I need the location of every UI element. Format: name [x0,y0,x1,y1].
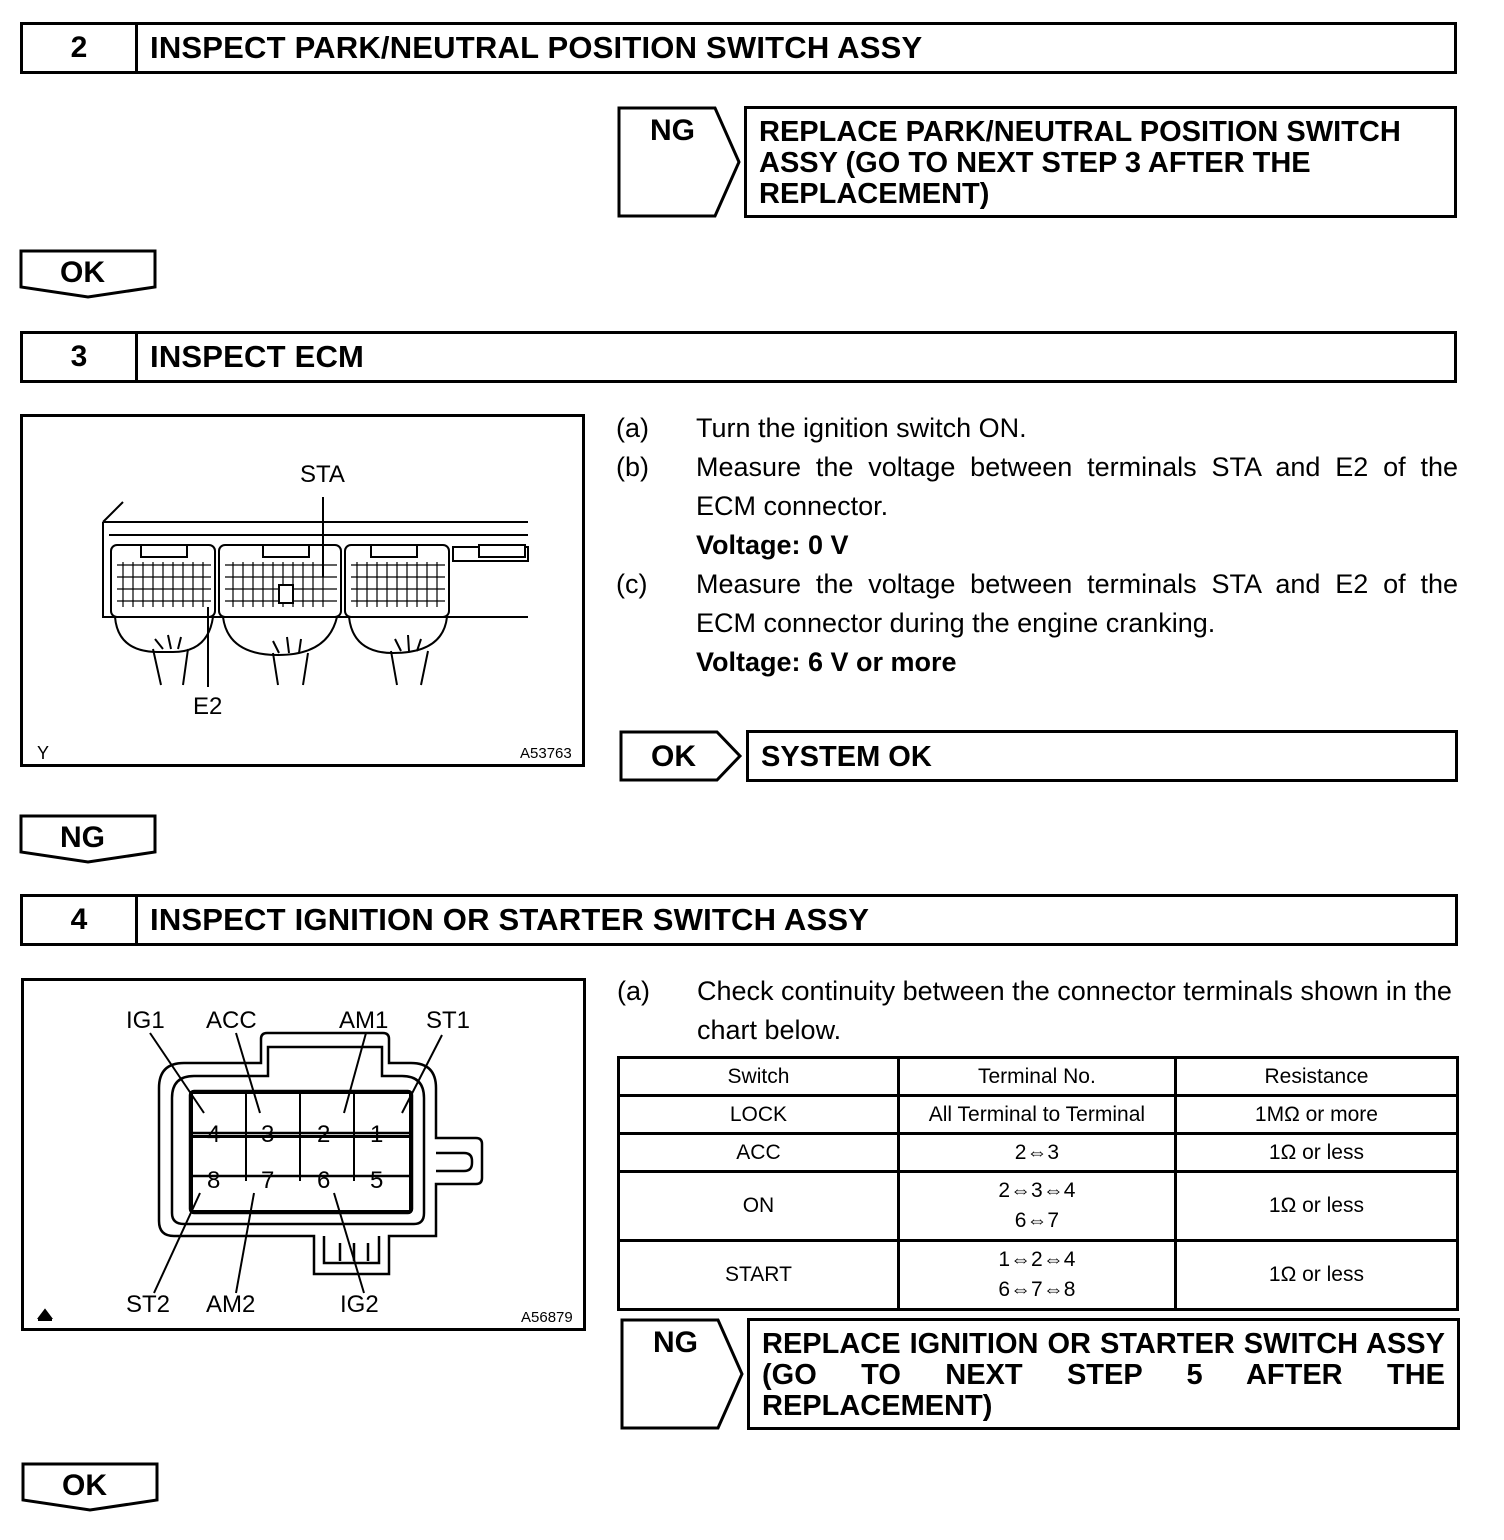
terminal-line: 6⇔7⇔8 [998,1278,1076,1301]
step-title: INSPECT ECM [150,339,365,374]
switch-connector-drawing [24,981,583,1328]
pin-8: 8 [207,1167,221,1194]
label-acc: ACC [206,1007,257,1034]
resistance-cell: 1Ω or less [1175,1241,1457,1310]
figure-code: A56879 [521,1309,573,1326]
ok-label: OK [651,740,696,773]
table-row [619,1096,1458,1134]
terminal-line: 2⇔3⇔4 [998,1179,1076,1202]
ok-label: OK [62,1469,107,1502]
step-4-header [20,894,1458,946]
instruction-label: (b) [616,452,649,482]
ecm-connector-figure [20,414,585,767]
instruction-label: (a) [617,976,650,1006]
pin-6: 6 [317,1167,331,1194]
terminal-line: 6⇔7 [1014,1209,1060,1232]
pin-4: 4 [207,1121,221,1148]
instruction-label: (a) [616,413,649,443]
step-title: INSPECT IGNITION OR STARTER SWITCH ASSY [150,902,870,937]
label-ig1: IG1 [126,1007,165,1034]
pin-3: 3 [261,1121,275,1148]
step-title: INSPECT PARK/NEUTRAL POSITION SWITCH ASSY [150,30,923,65]
connector-front-icon [36,1306,54,1322]
switch-cell: ACC [619,1134,899,1172]
pin-2: 2 [317,1121,331,1148]
instruction-label: (c) [616,569,648,599]
switch-cell: START [619,1241,899,1310]
switch-cell: ON [619,1172,899,1241]
switch-connector-figure [21,978,586,1331]
instruction-c [616,565,1458,682]
label-st2: ST2 [126,1291,171,1318]
ng-label: NG [650,114,695,147]
step-number: 4 [23,897,138,943]
label-ig2: IG2 [340,1291,379,1318]
ok-action-box: SYSTEM OK [746,730,1458,782]
step-4-instructions [617,972,1459,1050]
ng-label: NG [653,1326,698,1359]
instruction-b [616,448,1458,565]
terminal-line: 1⇔2⇔4 [998,1248,1076,1271]
figure-corner-mark: Y [37,743,50,763]
column-header: Switch [619,1058,899,1096]
terminal-cell [898,1241,1175,1310]
label-e2: E2 [193,693,223,720]
step-number: 2 [23,25,138,71]
step-2-header [20,22,1457,74]
ng-label: NG [60,821,105,854]
step-number: 3 [23,334,138,380]
step-3-instructions [616,409,1458,682]
label-sta: STA [300,461,345,488]
table-row [619,1172,1458,1241]
step-3-header [20,331,1457,383]
terminal-cell: 2⇔3 [898,1134,1175,1172]
table-row [619,1134,1458,1172]
label-am2: AM2 [206,1291,256,1318]
label-am1: AM1 [339,1007,389,1034]
instruction-text: Measure the voltage between terminals STA and E2 of the ECM connector. [696,452,1458,521]
figure-code: A53763 [520,745,572,762]
column-header: Terminal No. [898,1058,1175,1096]
label-st1: ST1 [426,1007,471,1034]
resistance-cell: 1Ω or less [1175,1172,1457,1241]
table-header-row [619,1058,1458,1096]
continuity-table [617,1056,1459,1311]
pin-1: 1 [370,1121,384,1148]
resistance-cell: 1Ω or less [1175,1134,1457,1172]
resistance-cell: 1MΩ or more [1175,1096,1457,1134]
terminal-cell [898,1172,1175,1241]
ok-label: OK [60,256,105,289]
pin-7: 7 [261,1167,275,1194]
pin-5: 5 [370,1167,384,1194]
instruction-text: Check continuity between the connector terminals shown in the chart below. [697,976,1452,1045]
terminal-cell: All Terminal to Terminal [898,1096,1175,1134]
instruction-a [617,972,1459,1050]
instruction-text: Turn the ignition switch ON. [696,413,1027,443]
instruction-text: Measure the voltage between terminals STA and E2 of the ECM connector during the engine cranking. [696,569,1458,638]
instruction-spec: Voltage: 0 V [696,530,849,560]
instruction-spec: Voltage: 6 V or more [696,647,957,677]
ng-action-box: REPLACE IGNITION OR STARTER SWITCH ASSY (GO TO NEXT STEP 5 AFTER THE REPLACEMENT) [747,1318,1460,1430]
table-row [619,1241,1458,1310]
switch-cell: LOCK [619,1096,899,1134]
instruction-a [616,409,1458,448]
ng-action-box: REPLACE PARK/NEUTRAL POSITION SWITCH ASSY (GO TO NEXT STEP 3 AFTER THE REPLACEMENT) [744,106,1457,218]
column-header: Resistance [1175,1058,1457,1096]
